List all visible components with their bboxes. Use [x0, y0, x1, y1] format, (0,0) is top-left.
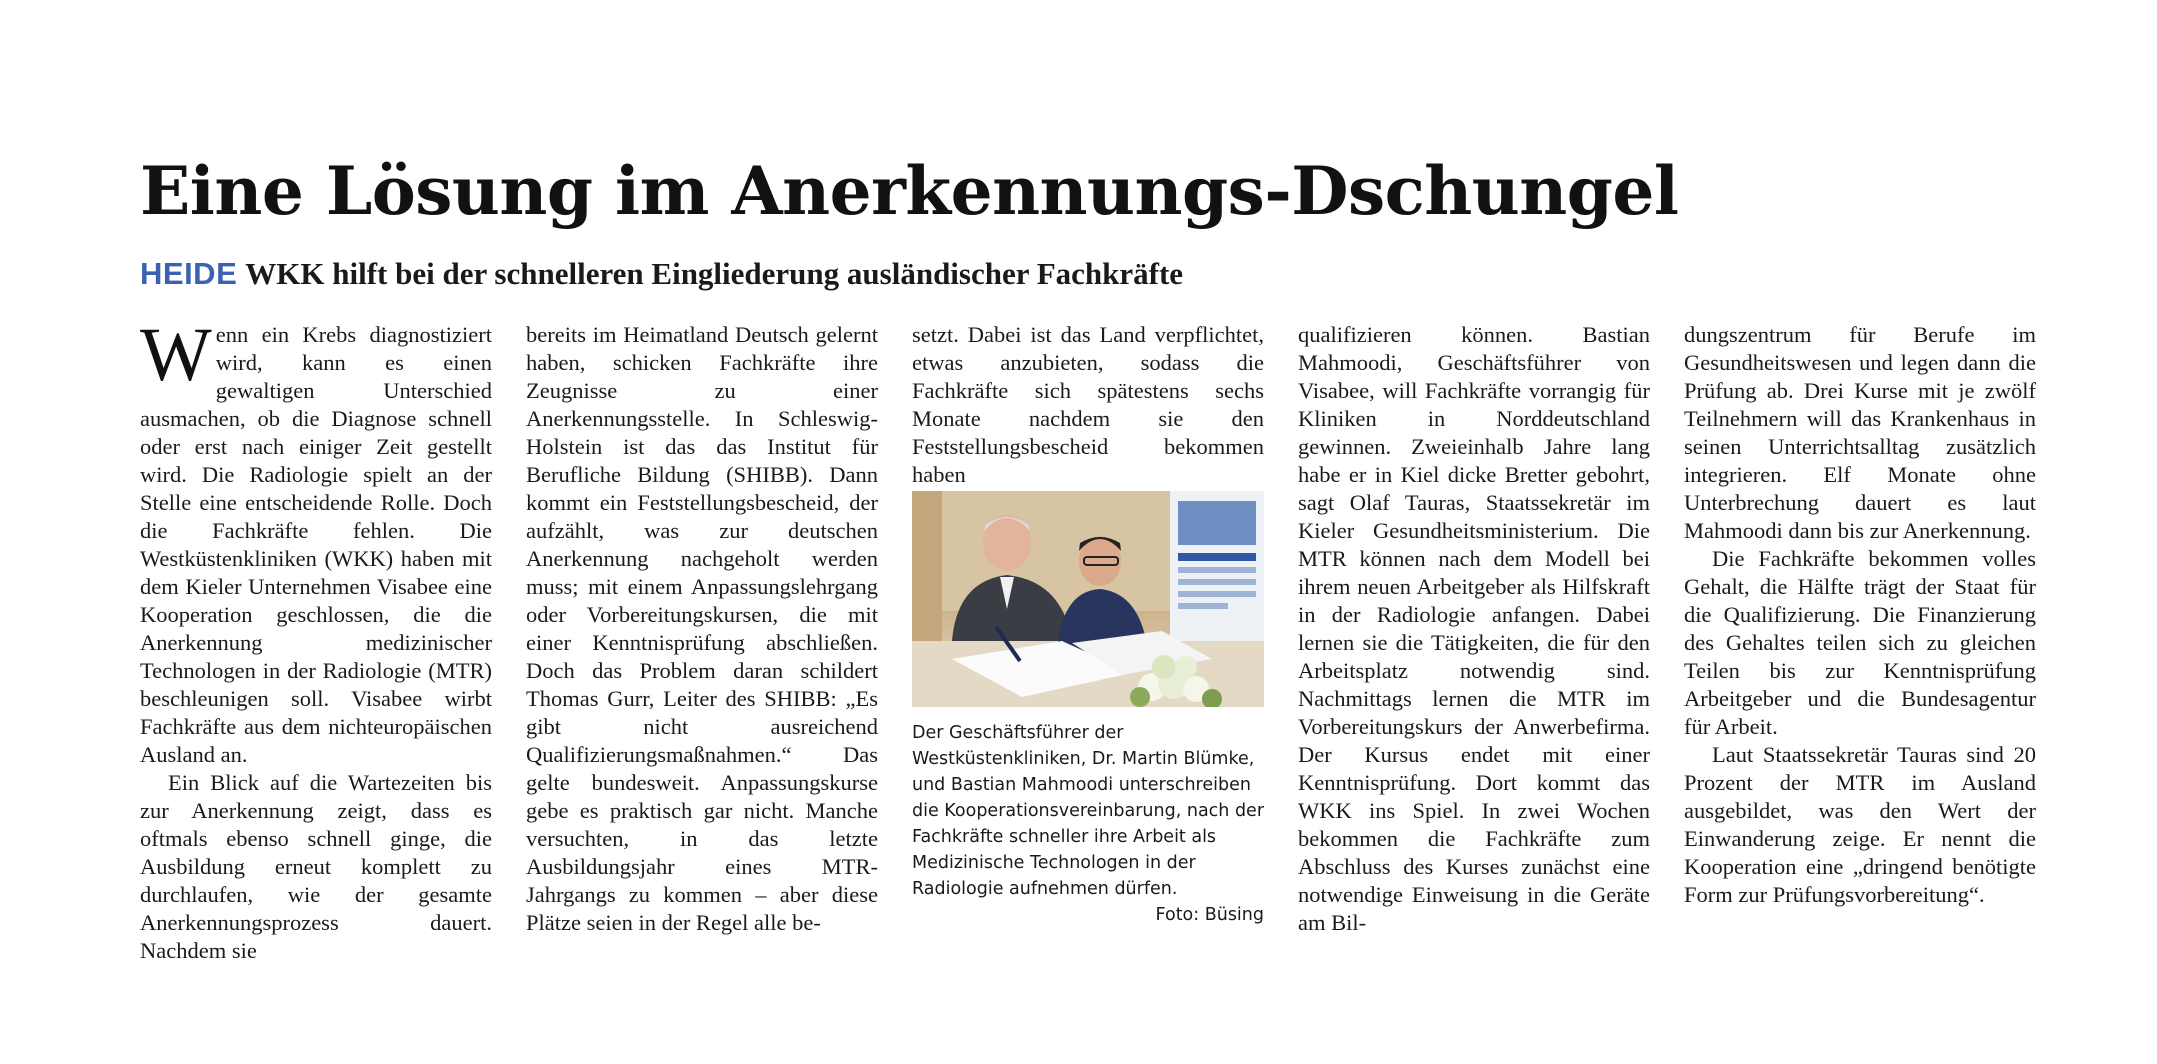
paragraph: dungszentrum für Berufe im Gesundheitswesen und legen dann die Prüfung ab. Drei Kurse mit je zwölf Teilnehmern will das Krankenhaus in seinen Unterrichtsalltag zusätzlich integrieren. Elf Monate ohne Unterbrechung dauert es laut Mahmoodi dann bis zur Anerkennung.	[1684, 322, 2036, 543]
article-column-4	[1298, 321, 1650, 937]
dateline: HEIDE	[140, 256, 238, 291]
photo-caption	[912, 720, 1264, 928]
drop-cap: W	[140, 313, 212, 397]
paragraph: Laut Staatssekretär Tauras sind 20 Prozent der MTR im Ausland ausgebildet, was den Wert der Einwanderung zeige. Er nennt die Kooperation eine „dringend benötigte Form zur Prüfungsvorbereitung“.	[1684, 742, 2036, 907]
caption-text: Der Geschäftsführer der Westküstenkliniken, Dr. Martin Blümke, und Bastian Mahmoodi unterschreiben die Kooperationsvereinbarung, nach der Fachkräfte schneller ihre Arbeit als Medizinische Technologen in der Radiologie aufnehmen dürfen.	[912, 723, 1265, 899]
article-column-2	[526, 321, 878, 937]
paragraph: qualifizieren können. Bastian Mahmoodi, Geschäftsführer von Visabee, will Fachkräfte vorrangig für Kliniken in Norddeutschland gewinnen. Zweieinhalb Jahre lang habe er in Kiel dicke Bretter gebohrt, sagt Olaf Tauras, Staatssekretär im Kieler Gesundheitsministerium. Die MTR können nach dem Modell bei ihrem neuen Arbeitgeber als Hilfskraft in der Radiologie anfangen. Dabei lernen sie die Tätigkeiten, die für den Arbeitsplatz notwendig sind. Nachmittags lernen die MTR im Vorbereitungskurs der Anwerbefirma. Der Kursus endet mit einer Kenntnisprüfung. Dort kommt das WKK ins Spiel. In zwei Wochen bekommen die Fachkräfte zum Abschluss des Kurses zunächst eine notwendige Einweisung in die Geräte am Bil-	[1298, 322, 1650, 935]
photo-credit: Foto: Büsing	[1155, 905, 1264, 925]
paragraph: setzt. Dabei ist das Land verpflichtet, etwas anzubieten, sodass die Fachkräfte sich spätestens sechs Monate nachdem sie den Feststellungsbescheid bekommen haben	[912, 322, 1264, 487]
paragraph: Die Fachkräfte bekommen volles Gehalt, die Hälfte trägt der Staat für die Qualifizierung. Die Finanzierung des Gehaltes teilen sich zu gleichen Teilen bis zur Kenntnisprüfung Arbeitgeber und die Bundesagentur für Arbeit.	[1684, 546, 2036, 739]
article-column-1	[140, 313, 492, 965]
paragraph: bereits im Heimatland Deutsch gelernt haben, schicken Fachkräfte ihre Zeugnisse zu einer Anerkennungsstelle. In Schleswig-Holstein ist das das Institut für Berufliche Bildung (SHIBB). Dann kommt ein Feststellungsbescheid, der aufzählt, was zur deutschen Anerkennung nachgeholt werden muss; mit einem Anpassungslehrgang oder Vorbereitungskursen, die mit einer Kenntnisprüfung abschließen. Doch das Problem daran schildert Thomas Gurr, Leiter des SHIBB: „Es gibt nicht ausreichend Qualifizierungsmaßnahmen.“ Das gelte bundesweit. Anpassungskurse gebe es praktisch gar nicht. Manche versuchten, in das letzte Ausbildungsjahr eines MTR-Jahrgangs zu kommen – aber diese Plätze seien in der Regel alle be-	[526, 322, 878, 935]
photo-two-men-signing-agreement	[912, 491, 1264, 707]
headline: Eine Lösung im Anerkennungs-Dschungel	[140, 152, 1679, 230]
article-column-3	[912, 321, 1264, 489]
paragraph: enn ein Krebs diagnostiziert wird, kann es einen gewaltigen Unterschied ausmachen, ob die Diagnose schnell oder erst nach einiger Zeit gestellt wird. Die Radiologie spielt an der Stelle eine entscheidende Rolle. Doch die Fachkräfte fehlen. Die Westküstenkliniken (WKK) haben mit dem Kieler Unternehmen Visabee eine Kooperation geschlossen, die die Anerkennung medizinischer Technologen in der Radiologie (MTR) beschleunigen soll. Visabee wirbt Fachkräfte aus dem nichteuropäischen Ausland an.	[140, 322, 492, 767]
article-photo	[912, 491, 1264, 707]
newspaper-article	[140, 0, 2035, 1064]
paragraph: Ein Blick auf die Wartezeiten bis zur Anerkennung zeigt, dass es oftmals ebenso schnell ginge, die Ausbildung erneut komplett zu durchlaufen, wie der gesamte Anerkennungsprozess dauert. Nachdem sie	[140, 770, 492, 963]
subheadline	[140, 254, 1183, 294]
subheadline-text: WKK hilft bei der schnelleren Eingliederung ausländischer Fachkräfte	[245, 256, 1184, 291]
article-column-5	[1684, 321, 2036, 909]
